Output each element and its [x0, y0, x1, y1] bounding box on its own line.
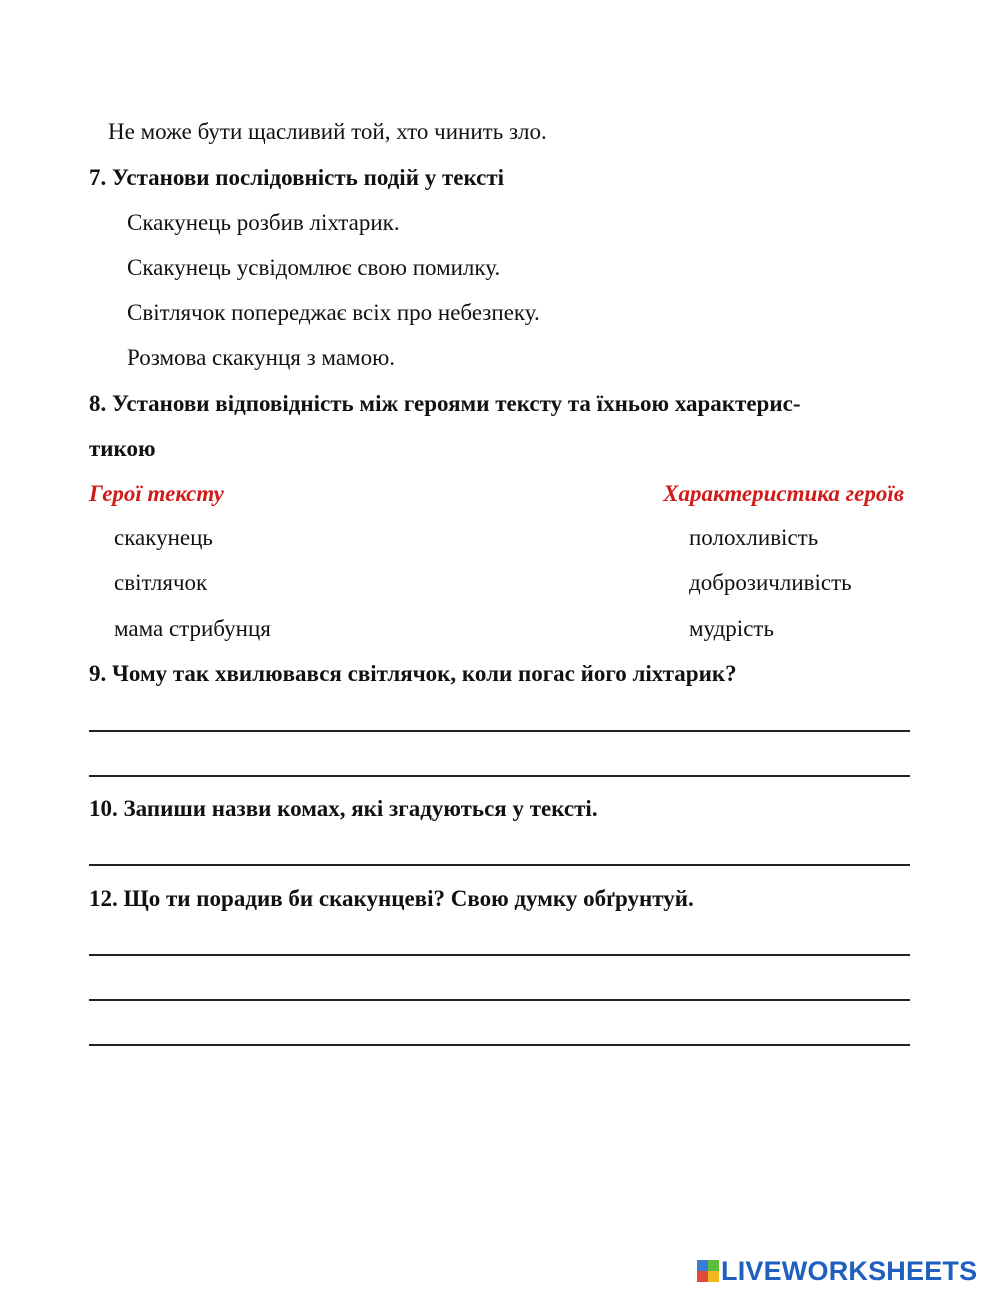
- event-item[interactable]: Розмова скакунця з мамою.: [127, 345, 396, 370]
- hero-item[interactable]: світлячок: [114, 570, 208, 595]
- logo-squares-icon: [697, 1260, 719, 1282]
- answer-line[interactable]: [89, 775, 910, 777]
- event-item[interactable]: Скакунець усвідомлює свою помилку.: [127, 255, 501, 280]
- question-12-title: 12. Що ти порадив би скакунцеві? Свою думку обґрунтуй.: [89, 886, 694, 911]
- answer-line[interactable]: [89, 1044, 910, 1046]
- trait-item[interactable]: доброзичливість: [689, 570, 852, 595]
- traits-column-header: Характеристика героїв: [663, 481, 904, 506]
- question-8-title-line2: тикою: [89, 436, 156, 461]
- hero-item[interactable]: мама стрибунця: [114, 616, 271, 641]
- question-8-title-line1: 8. Установи відповідність між героями тексту та їхньою характерис-: [89, 391, 801, 416]
- logo-text: LIVEWORKSHEETS: [721, 1256, 978, 1286]
- heroes-column-header: Герої тексту: [89, 481, 224, 506]
- answer-line[interactable]: [89, 864, 910, 866]
- question-9-title: 9. Чому так хвилювався світлячок, коли погас його ліхтарик?: [89, 661, 737, 686]
- answer-line[interactable]: [89, 730, 910, 732]
- liveworksheets-logo: [697, 1256, 977, 1286]
- trait-item[interactable]: полохливість: [689, 525, 819, 550]
- intro-sentence: Не може бути щасливий той, хто чинить зло.: [108, 119, 547, 144]
- trait-item[interactable]: мудрість: [689, 616, 774, 641]
- event-item[interactable]: Скакунець розбив ліхтарик.: [127, 210, 400, 235]
- event-item[interactable]: Світлячок попереджає всіх про небезпеку.: [127, 300, 540, 325]
- question-7-title: 7. Установи послідовність подій у тексті: [89, 165, 505, 190]
- answer-line[interactable]: [89, 954, 910, 956]
- question-10-title: 10. Запиши назви комах, які згадуються у тексті.: [89, 796, 598, 821]
- hero-item[interactable]: скакунець: [114, 525, 213, 550]
- answer-line[interactable]: [89, 999, 910, 1001]
